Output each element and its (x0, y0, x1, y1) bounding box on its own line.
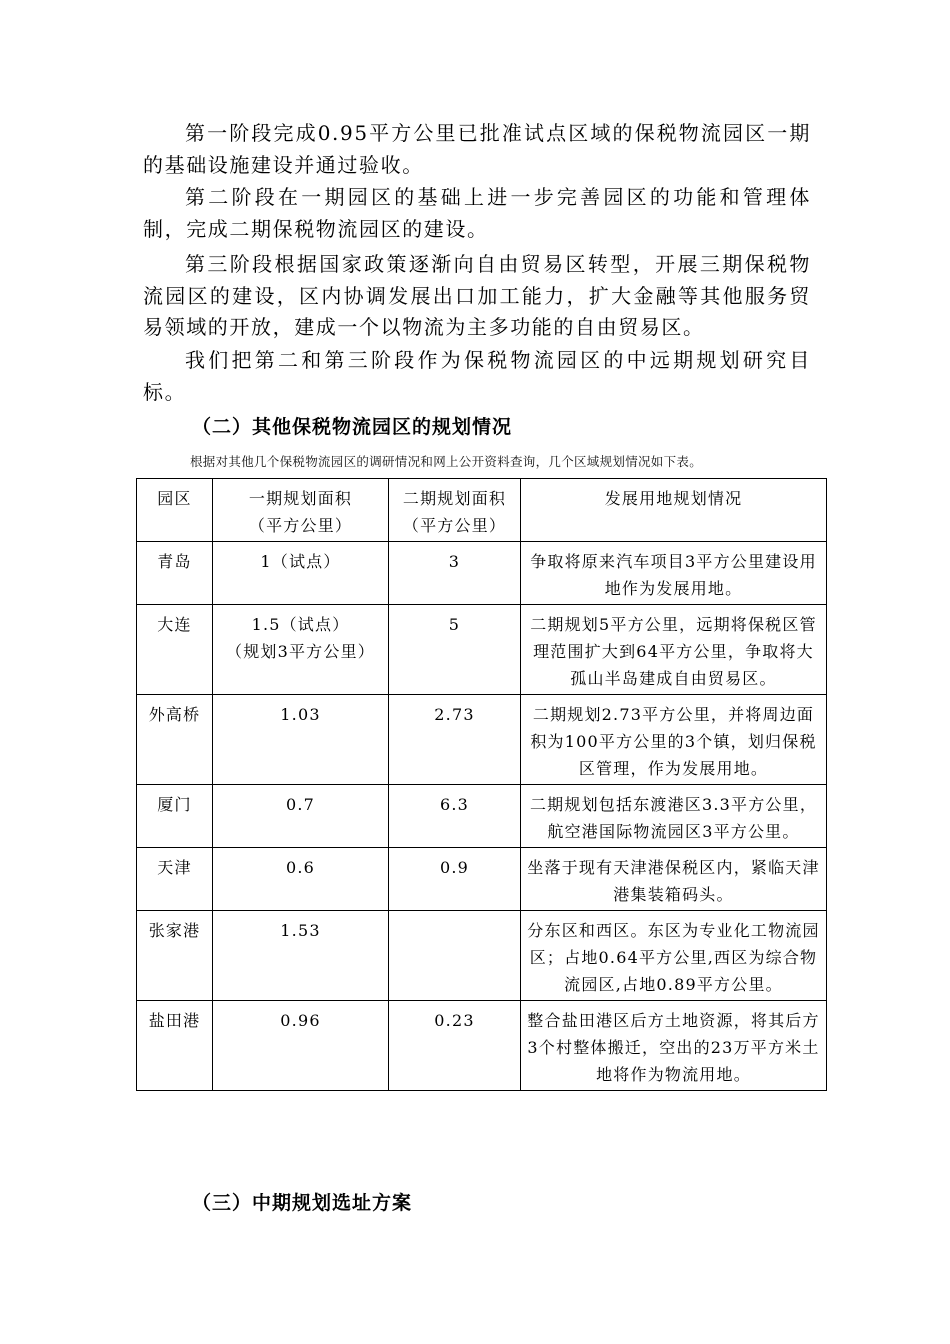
cell-phase1-note: （规划3平方公里） (226, 642, 375, 661)
header-phase1-label: 一期规划面积 (248, 489, 353, 508)
header-phase2-label: 二期规划面积 (402, 489, 507, 508)
cell-plan: 坐落于现有天津港保税区内，紧临天津港集装箱码头。 (521, 848, 827, 911)
cell-phase2: 0.9 (389, 848, 521, 911)
cell-plan: 整合盐田港区后方土地资源，将其后方3个村整体搬迁，空出的23万平方米土地将作为物流用地。 (521, 1001, 827, 1091)
section-heading-other-parks: （二）其他保税物流园区的规划情况 (192, 416, 513, 438)
cell-plan: 二期规划5平方公里，远期将保税区管理范围扩大到64平方公里，争取将大孤山半岛建成自由贸易区。 (521, 605, 827, 695)
cell-park: 大连 (137, 605, 213, 695)
park-planning-table (136, 478, 827, 1091)
cell-phase1 (213, 605, 389, 695)
cell-plan: 二期规划2.73平方公里，并将周边面积为100平方公里的3个镇，划归保税区管理，作为发展用地。 (521, 695, 827, 785)
header-land-plan: 发展用地规划情况 (521, 479, 827, 542)
cell-phase2: 6.3 (389, 785, 521, 848)
cell-phase1: 1.53 (213, 911, 389, 1001)
paragraph-phase-three: 第三阶段根据国家政策逐渐向自由贸易区转型，开展三期保税物流园区的建设，区内协调发展出口加工能力，扩大金融等其他服务贸易领域的开放，建成一个以物流为主多功能的自由贸易区。 (143, 252, 811, 339)
table-row (137, 1001, 827, 1091)
cell-park: 外高桥 (137, 695, 213, 785)
section-heading-site-plan: （三）中期规划选址方案 (192, 1192, 413, 1214)
cell-phase1: 1（试点） (213, 542, 389, 605)
table-row (137, 911, 827, 1001)
table-header-row (137, 479, 827, 542)
cell-phase1: 1.03 (213, 695, 389, 785)
header-park: 园区 (137, 479, 213, 542)
cell-phase2: 2.73 (389, 695, 521, 785)
table-row (137, 695, 827, 785)
cell-phase1: 0.7 (213, 785, 389, 848)
paragraph-research-goal: 我们把第二和第三阶段作为保税物流园区的中远期规划研究目标。 (143, 348, 811, 404)
cell-phase1: 0.6 (213, 848, 389, 911)
cell-phase1-value: 1.5（试点） (251, 615, 350, 634)
cell-park: 天津 (137, 848, 213, 911)
cell-phase2: 3 (389, 542, 521, 605)
header-phase1-area (213, 479, 389, 542)
cell-phase2: 0.23 (389, 1001, 521, 1091)
table-row (137, 785, 827, 848)
cell-phase2: 5 (389, 605, 521, 695)
table-row (137, 605, 827, 695)
table-row (137, 542, 827, 605)
table-caption-note: 根据对其他几个保税物流园区的调研情况和网上公开资料查询，几个区域规划情况如下表。 (190, 454, 703, 469)
cell-park: 厦门 (137, 785, 213, 848)
cell-plan: 分东区和西区。东区为专业化工物流园区；占地0.64平方公里,西区为综合物流园区,占地0.89平方公里。 (521, 911, 827, 1001)
cell-park: 盐田港 (137, 1001, 213, 1091)
header-phase1-unit: （平方公里） (248, 516, 353, 535)
paragraph-phase-one: 第一阶段完成0.95平方公里已批准试点区域的保税物流园区一期的基础设施建设并通过验收。 (143, 121, 811, 177)
cell-phase1: 0.96 (213, 1001, 389, 1091)
table-row (137, 848, 827, 911)
cell-plan: 争取将原来汽车项目3平方公里建设用地作为发展用地。 (521, 542, 827, 605)
header-phase2-unit: （平方公里） (402, 516, 507, 535)
cell-phase2 (389, 911, 521, 1001)
paragraph-phase-two: 第二阶段在一期园区的基础上进一步完善园区的功能和管理体制，完成二期保税物流园区的建设。 (143, 185, 811, 241)
header-phase2-area (389, 479, 521, 542)
cell-plan: 二期规划包括东渡港区3.3平方公里，航空港国际物流园区3平方公里。 (521, 785, 827, 848)
cell-park: 张家港 (137, 911, 213, 1001)
cell-park: 青岛 (137, 542, 213, 605)
